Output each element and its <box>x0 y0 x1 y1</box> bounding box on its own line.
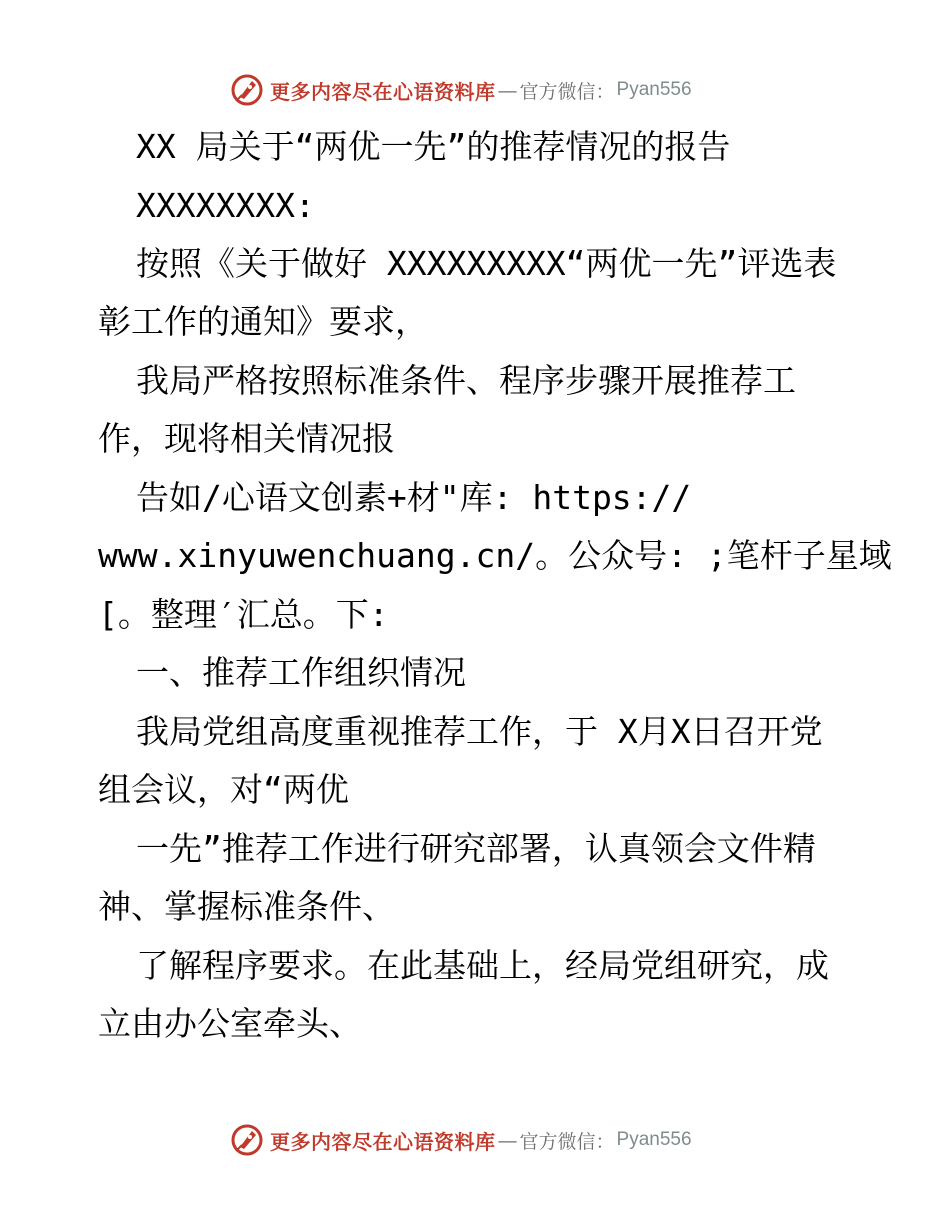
watermark-separator: — <box>497 78 518 102</box>
paragraph-line: 按照《关于做好 XXXXXXXXX“两优一先”评选表 <box>136 244 837 283</box>
watermark-wechat-id: Pyan556 <box>616 79 692 100</box>
document-title: XX 局关于“两优一先”的推荐情况的报告 <box>136 127 731 166</box>
watermark-separator: — <box>497 1128 518 1152</box>
watermark-text: 更多内容尽在心语资料库 <box>270 1129 496 1154</box>
paragraph-line: 了解程序要求。在此基础上，经局党组研究，成 <box>136 946 829 985</box>
paragraph-line: 我局严格按照标准条件、程序步骤开展推荐工 <box>136 361 796 400</box>
pen-nib-logo-icon <box>230 73 264 107</box>
watermark-text: 更多内容尽在心语资料库 <box>270 79 496 104</box>
watermark-official-label: 官方微信： <box>519 1130 615 1153</box>
paragraph-line: www.xinyuwenchuang.cn/。公众号: ;笔杆子星域 <box>98 536 892 575</box>
paragraph-line: 神、掌握标准条件、 <box>98 887 395 926</box>
section-heading: 一、推荐工作组织情况 <box>136 653 466 692</box>
paragraph-line: 告如/心语文创素+材"库: https:// <box>136 478 692 517</box>
paragraph-line: [。整理′汇总。下: <box>98 595 389 634</box>
header-watermark <box>230 70 750 110</box>
paragraph-line: 作，现将相关情况报 <box>98 419 395 458</box>
paragraph-line: 立由办公室牵头、 <box>98 1004 362 1043</box>
paragraph-line: 我局党组高度重视推荐工作，于 X月X日召开党 <box>136 712 823 751</box>
addressee: XXXXXXXX: <box>136 186 315 225</box>
footer-watermark <box>230 1120 750 1160</box>
paragraph-line: 彰工作的通知》要求， <box>98 302 428 341</box>
watermark-official-label: 官方微信： <box>519 80 615 103</box>
watermark-wechat-id: Pyan556 <box>616 1129 692 1150</box>
pen-nib-logo-icon <box>230 1123 264 1157</box>
paragraph-line: 一先”推荐工作进行研究部署，认真领会文件精 <box>136 829 816 868</box>
paragraph-line: 组会议，对“两优 <box>98 770 349 809</box>
